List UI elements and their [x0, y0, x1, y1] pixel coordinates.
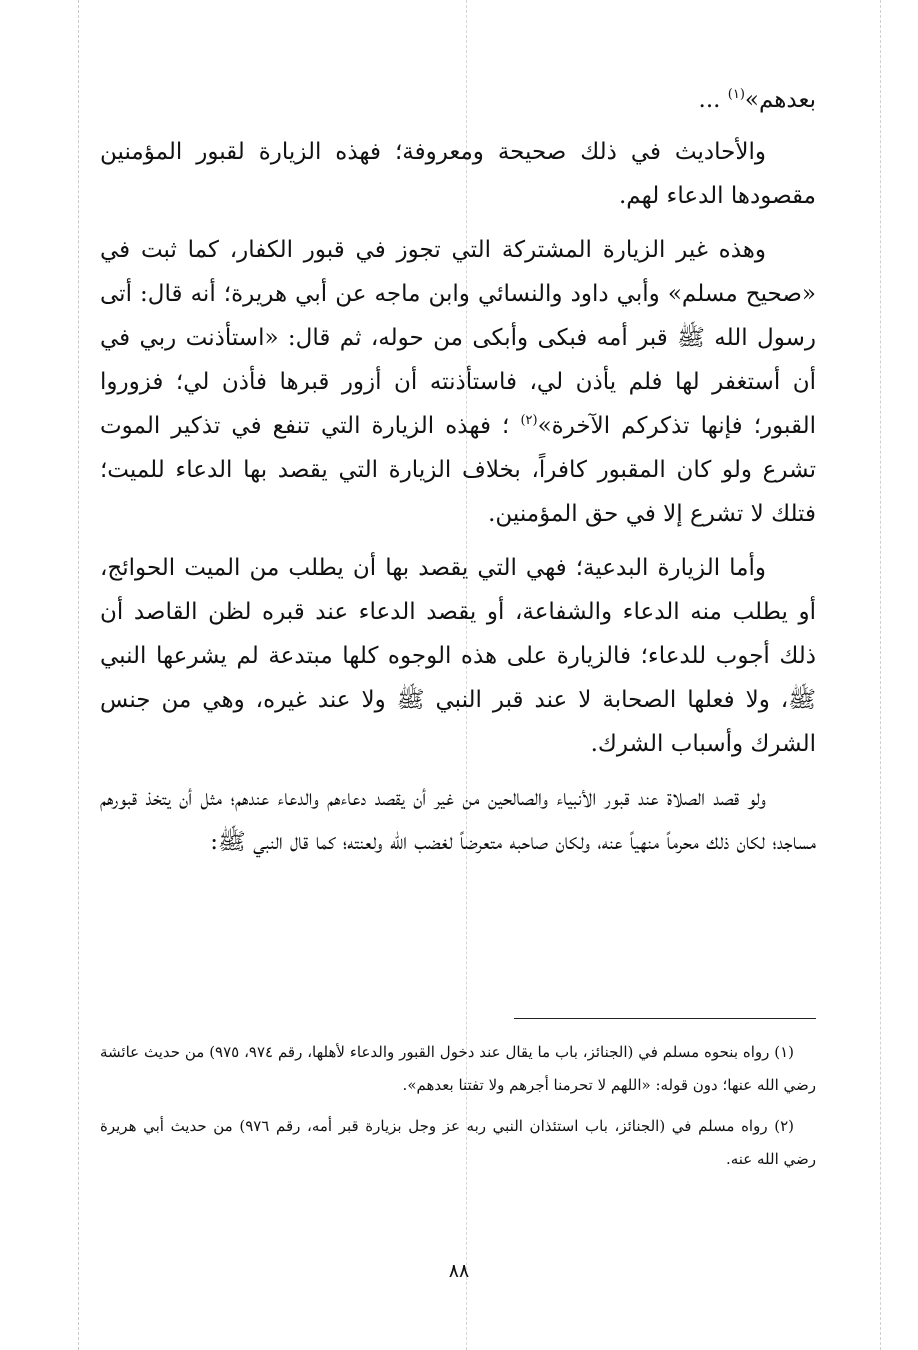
main-text: [100, 78, 816, 874]
footnote-1: (١) رواه بنحوه مسلم في (الجنائز، باب ما يقال عند دخول القبور والدعاء لأهلها، رقم ٩٧٤، ٩٧٥) من حديث عائشة رضي الله عنها؛ دون قوله: «اللهم لا تحرمنا أجرهم ولا تفتنا بعدهم».: [100, 1043, 816, 1094]
footnote-2: (٢) رواه مسلم في (الجنائز، باب استئذان النبي ربه عز وجل بزيارة قبر أمه، رقم ٩٧٦) من حديث أبي هريرة رضي الله عنه.: [100, 1117, 816, 1168]
paragraph: والأحاديث في ذلك صحيحة ومعروفة؛ فهذه الزيارة لقبور المؤمنين مقصودها الدعاء لهم.: [100, 139, 816, 209]
footnote-ref-1[interactable]: (١): [727, 87, 745, 102]
scan-guide-line: [78, 0, 79, 1350]
footnote-ref-2[interactable]: (٢): [520, 413, 538, 428]
paragraph: ولو قصد الصلاة عند قبور الأنبياء والصالحين من غير أن يقصد دعاءهم والدعاء عندهم؛ مثل أن يتخذ قبورهم مساجد؛ لكان ذلك محرماً منهياً عنه، ولكان صاحبه متعرضاً لغضب الله ولعنته؛ كما قال النبي ﷺ:: [100, 785, 816, 855]
paragraph: وأما الزيارة البدعية؛ فهي التي يقصد بها أن يطلب من الميت الحوائج، أو يطلب منه الدعاء والشفاعة، أو يقصد الدعاء عند قبره لظن القاصد أن ذلك أجوب للدعاء؛ فالزيارة على هذه الوجوه كلها مبتدعة لم يشرعها النبي ﷺ، ولا فعلها الصحابة لا عند قبر النبي ﷺ ولا عند غيره، وهي من جنس الشرك وأسباب الشرك.: [100, 555, 816, 757]
page-number: ٨٨: [448, 1260, 470, 1282]
footnote-separator: [514, 1018, 816, 1019]
continuation-line: بعدهم»$^{(١)}$ ...: [698, 87, 816, 113]
paragraph: وهذه غير الزيارة المشتركة التي تجوز في قبور الكفار، كما ثبت في «صحيح مسلم» وأبي داود والنسائي وابن ماجه عن أبي هريرة؛ أنه قال: أتى رسول الله ﷺ قبر أمه فبكى وأبكى من حوله، ثم قال: «استأذنت ربي في أن أستغفر لها فلم يأذن لي، فاستأذنته أن أزور قبرها فأذن لي؛ فزوروا القبور؛ فإنها تذكركم الآخرة»$^{(٢)}$ ؛ فهذه الزيارة التي تنفع في تذكير الموت تشرع ولو كان المقبور كافراً، بخلاف الزيارة التي يقصد بها الدعاء للميت؛ فتلك لا تشرع إلا في حق المؤمنين.: [100, 237, 816, 527]
scan-guide-line: [880, 0, 881, 1350]
footnotes: [100, 1036, 816, 1184]
